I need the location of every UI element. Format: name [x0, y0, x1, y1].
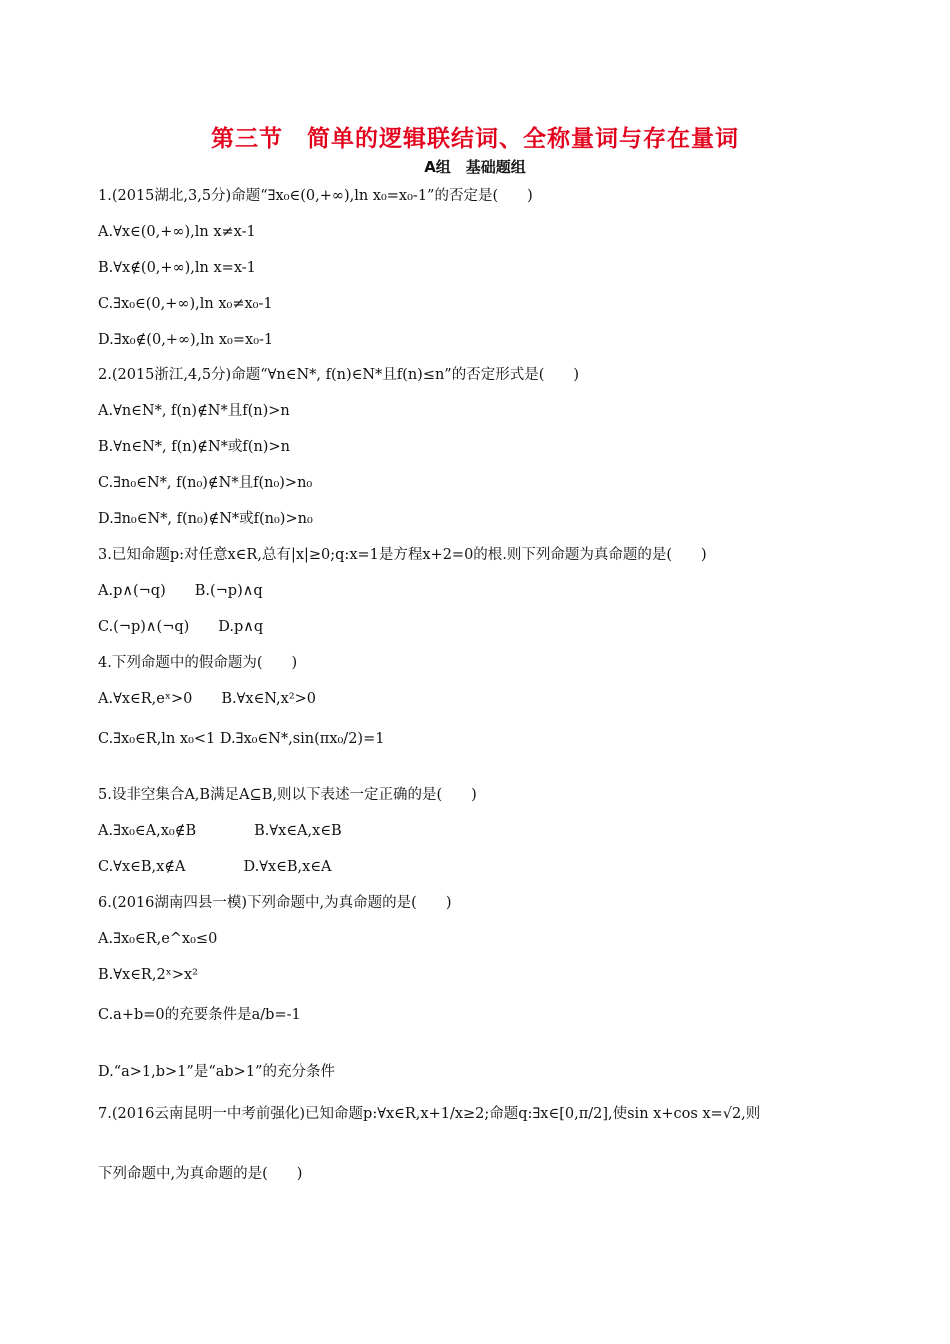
question-6-option-c: C.a+b=0的充要条件是a/b=-1	[98, 1007, 301, 1023]
question-5-options-ab: A.∃x₀∈A,x₀∉B B.∀x∈A,x∈B	[98, 823, 342, 839]
question-5-stem: 5.设非空集合A,B满足A⊆B,则以下表述一定正确的是( )	[98, 787, 477, 803]
question-1-option-b: B.∀x∉(0,+∞),ln x=x-1	[98, 260, 256, 276]
question-1-option-d: D.∃x₀∉(0,+∞),ln x₀=x₀-1	[98, 332, 274, 348]
question-1-option-a: A.∀x∈(0,+∞),ln x≠x-1	[98, 224, 256, 240]
question-2-stem: 2.(2015浙江,4,5分)命题“∀n∈N*, f(n)∈N*且f(n)≤n”的否定形式是( )	[98, 367, 580, 383]
question-6-stem: 6.(2016湖南四县一模)下列命题中,为真命题的是( )	[98, 895, 452, 911]
question-1-stem: 1.(2015湖北,3,5分)命题“∃x₀∈(0,+∞),ln x₀=x₀-1”的否定是( )	[98, 188, 533, 204]
question-4-options-ab: A.∀x∈R,eˣ>0 B.∀x∈N,x²>0	[98, 691, 317, 707]
section-subtitle: A组 基础题组	[424, 158, 526, 176]
question-2-option-a: A.∀n∈N*, f(n)∉N*且f(n)>n	[98, 403, 290, 419]
question-4-options-cd: C.∃x₀∈R,ln x₀<1 D.∃x₀∈N*,sin(πx₀/2)=1	[98, 731, 385, 747]
page-title: 第三节 简单的逻辑联结词、全称量词与存在量词	[211, 126, 739, 152]
question-5-options-cd: C.∀x∈B,x∉A D.∀x∈B,x∈A	[98, 859, 332, 875]
question-1-option-c: C.∃x₀∈(0,+∞),ln x₀≠x₀-1	[98, 296, 273, 312]
question-6-option-b: B.∀x∈R,2ˣ>x²	[98, 967, 198, 983]
question-3-options-cd: C.(¬p)∧(¬q) D.p∧q	[98, 619, 264, 635]
question-3-stem: 3.已知命题p:对任意x∈R,总有|x|≥0;q:x=1是方程x+2=0的根.则下列命题为真命题的是( )	[98, 547, 707, 563]
question-4-stem: 4.下列命题中的假命题为( )	[98, 655, 298, 671]
question-7-stem-line-1: 7.(2016云南昆明一中考前强化)已知命题p:∀x∈R,x+1/x≥2;命题q:∃x∈[0,π/2],使sin x+cos x=√2,则	[98, 1106, 761, 1122]
question-6-option-a: A.∃x₀∈R,e^x₀≤0	[98, 931, 218, 947]
question-6-option-d: D.“a>1,b>1”是“ab>1”的充分条件	[98, 1064, 335, 1080]
question-3-options-ab: A.p∧(¬q) B.(¬p)∧q	[98, 583, 263, 599]
question-2-option-c: C.∃n₀∈N*, f(n₀)∉N*且f(n₀)>n₀	[98, 475, 313, 491]
question-2-option-d: D.∃n₀∈N*, f(n₀)∉N*或f(n₀)>n₀	[98, 511, 313, 527]
question-7-stem-line-2: 下列命题中,为真命题的是( )	[98, 1166, 303, 1182]
question-2-option-b: B.∀n∈N*, f(n)∉N*或f(n)>n	[98, 439, 290, 455]
